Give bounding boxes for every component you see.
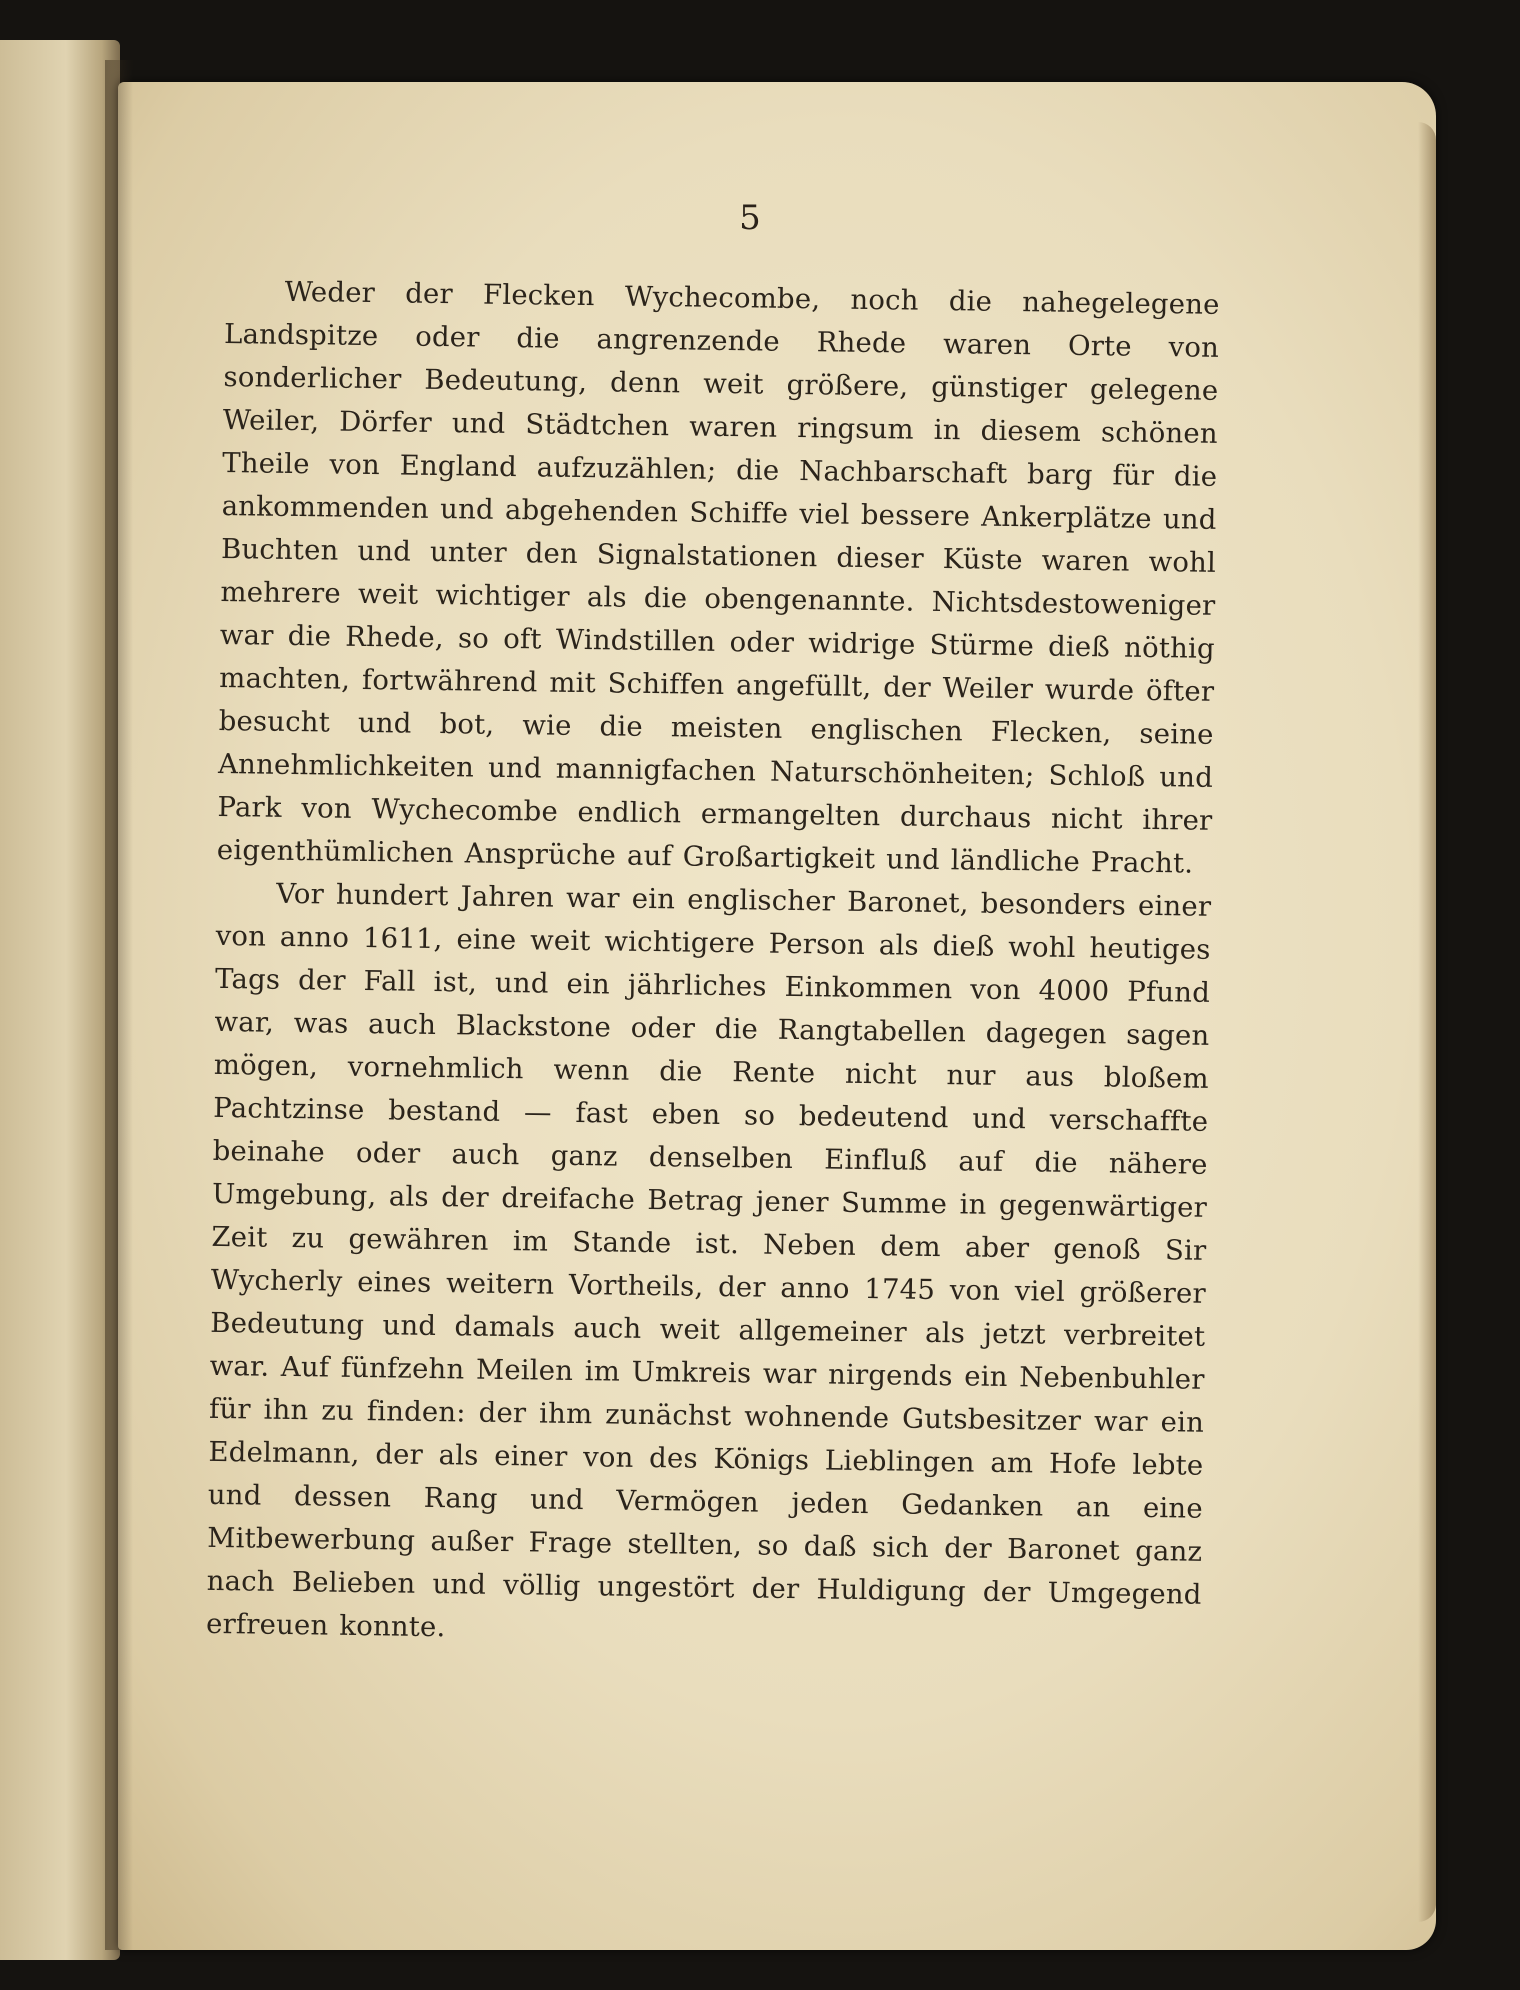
page-number: 5 [739,198,761,238]
body-text [206,270,1220,1660]
paragraph-1: Weder der Flecken Wychecombe, noch die nahegelegene Landspitze oder die angrenzende Rhede waren Orte von sonderlicher Bedeutung, denn weit größere, günstiger gelegene Weiler, Dörfer und Städtchen waren ringsum in diesem schönen Theile von England aufzuzählen; die Nachbarschaft barg für die ankommenden und abgehenden Schiffe viel bessere Ankerplätze und Buchten und unter den Signalstationen dieser Küste waren wohl mehrere weit wichtiger als die obengenannte. Nichtsdestoweniger war die Rhede, so oft Windstillen oder widrige Stürme dieß nöthig machten, fortwährend mit Schiffen angefüllt, der Weiler wurde öfter besucht und bot, wie die meisten englischen Flecken, seine Annehmlichkeiten und mannigfachen Naturschönheiten; Schloß und Park von Wychecombe endlich ermangelten durchaus nicht ihrer eigenthümlichen Ansprüche auf Großartigkeit und ländliche Pracht. [216,275,1220,880]
paragraph-2: Vor hundert Jahren war ein englischer Baronet, besonders einer von anno 1611, eine weit wichtigere Person als dieß wohl heutiges Tags der Fall ist, und ein jährliches Einkommen von 4000 Pfund war, was auch Blackstone oder die Rangtabellen dagegen sagen mögen, vornehmlich wenn die Rente nicht nur aus bloßem Pachtzinse bestand — fast eben so bedeutend und verschaffte beinahe oder auch ganz denselben Einfluß auf die nähere Umgebung, als der dreifache Betrag jener Summe in gegenwärtiger Zeit zu gewähren im Stande ist. Neben dem aber genoß Sir Wycherly eines weitern Vortheils, der anno 1745 von viel größerer Bedeutung und damals auch weit allgemeiner als jetzt verbreitet war. Auf fünfzehn Meilen im Umkreis war nirgends ein Nebenbuhler für ihn zu finden: der ihm zunächst wohnende Gutsbesitzer war ein Edelmann, der als einer von des Königs Lieblingen am Hofe lebte und dessen Rang und Vermögen jeden Gedanken an eine Mitbewerbung außer Frage stellten, so daß sich der Baronet ganz nach Belieben und völlig ungestört der Huldigung der Umgegend erfreuen konnte. [205,877,1212,1644]
left-page-edge [0,40,120,1960]
page-fore-edge [1418,122,1436,1922]
spine-shadow [105,60,133,1950]
